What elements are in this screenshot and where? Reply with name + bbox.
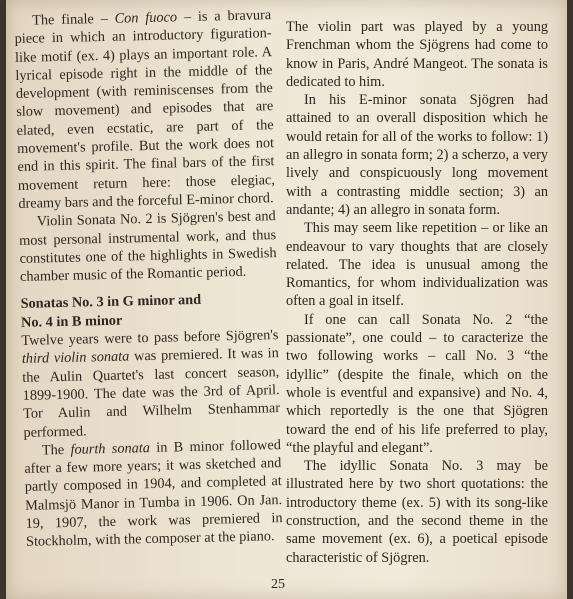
paragraph-fourth-sonata: The fourth sonata in B minor followed after a few more years; it was sketched and partly composed in 1904, and completed at Malmsjö Manor in Tumba in 1906. On Jan. 19, 1907, the work was premiered in Stockholm, with the composer at the piano. xyxy=(24,436,283,551)
paragraph-third-sonata: Twelve years were to pass before Sjögren's third violin sonata was premiered. It was in the Aulin Quartet's last concert season, 1899-1900. The date was the 3rd of April. Tor Aulin and Wilhelm Stenhammar performed. xyxy=(21,327,281,441)
paragraph-repetition: This may seem like repetition – or like an endeavour to vary thoughts that are closely related. The idea is unusual among the Romantics, for whom individualization was often a goal in itself. xyxy=(286,220,548,310)
paragraph-violin-part: The violin part was played by a young Frenchman whom the Sjögrens had come to know in Paris, André Mangeot. The sonata is dedicated to him. xyxy=(286,19,548,90)
page-number: 25 xyxy=(271,577,285,592)
paragraph-idyllic: The idyllic Sonata No. 3 may be illustrated here by two short quotations: the introductory theme (ex. 5) with its song-like construction, and the second theme in the same movement (ex. 6), a poetical episode characteristic of Sjögren. xyxy=(286,458,548,566)
left-column xyxy=(14,6,283,551)
paragraph-disposition: In his E-minor sonata Sjögren had attained to an overall disposition which he would retain for all of the works to follow: 1) an allegro in sonata form; 2) a scherzo, a very lively and conspicuously long movement with a contrasting middle section; 3) an andante; 4) an allegro in sonata form. xyxy=(286,92,549,218)
section-heading: Sonatas No. 3 in G minor and No. 4 in B minor xyxy=(20,292,202,331)
booklet-page xyxy=(6,0,567,599)
paragraph-characterization: If one can call Sonata No. 2 “the passionate”, one could – to caracterize the two following works – call No. 3 “the idyllic” (despite the finale, which on the whole is eventful and expansive) and No. 4, which reportedly is the one that Sjögren toward the end of his life preferred to play, “the playful and elegant”. xyxy=(286,311,548,456)
right-column xyxy=(286,18,548,567)
paragraph-sonata-2: Violin Sonata No. 2 is Sjögren's best and most personal instrumental work, and thus constitutes one of the highlights in Swedish chamber music of the Romantic period. xyxy=(19,208,277,286)
paragraph-finale: The finale – Con fuoco – is a bravura piece in which an introductory figuration-like motif (ex. 4) plays an important role. A lyrical episode right in the middle of the development (with reminiscenses from the slow movement) and episodes that are elated, even ecstatic, are part of the movement's profile. But the work does not end in this spirit. The final bars of the first movement return here: those elegiac, dreamy bars and the forceful E-minor chord. xyxy=(14,7,276,212)
italic-tempo: Con fuoco xyxy=(114,9,178,27)
